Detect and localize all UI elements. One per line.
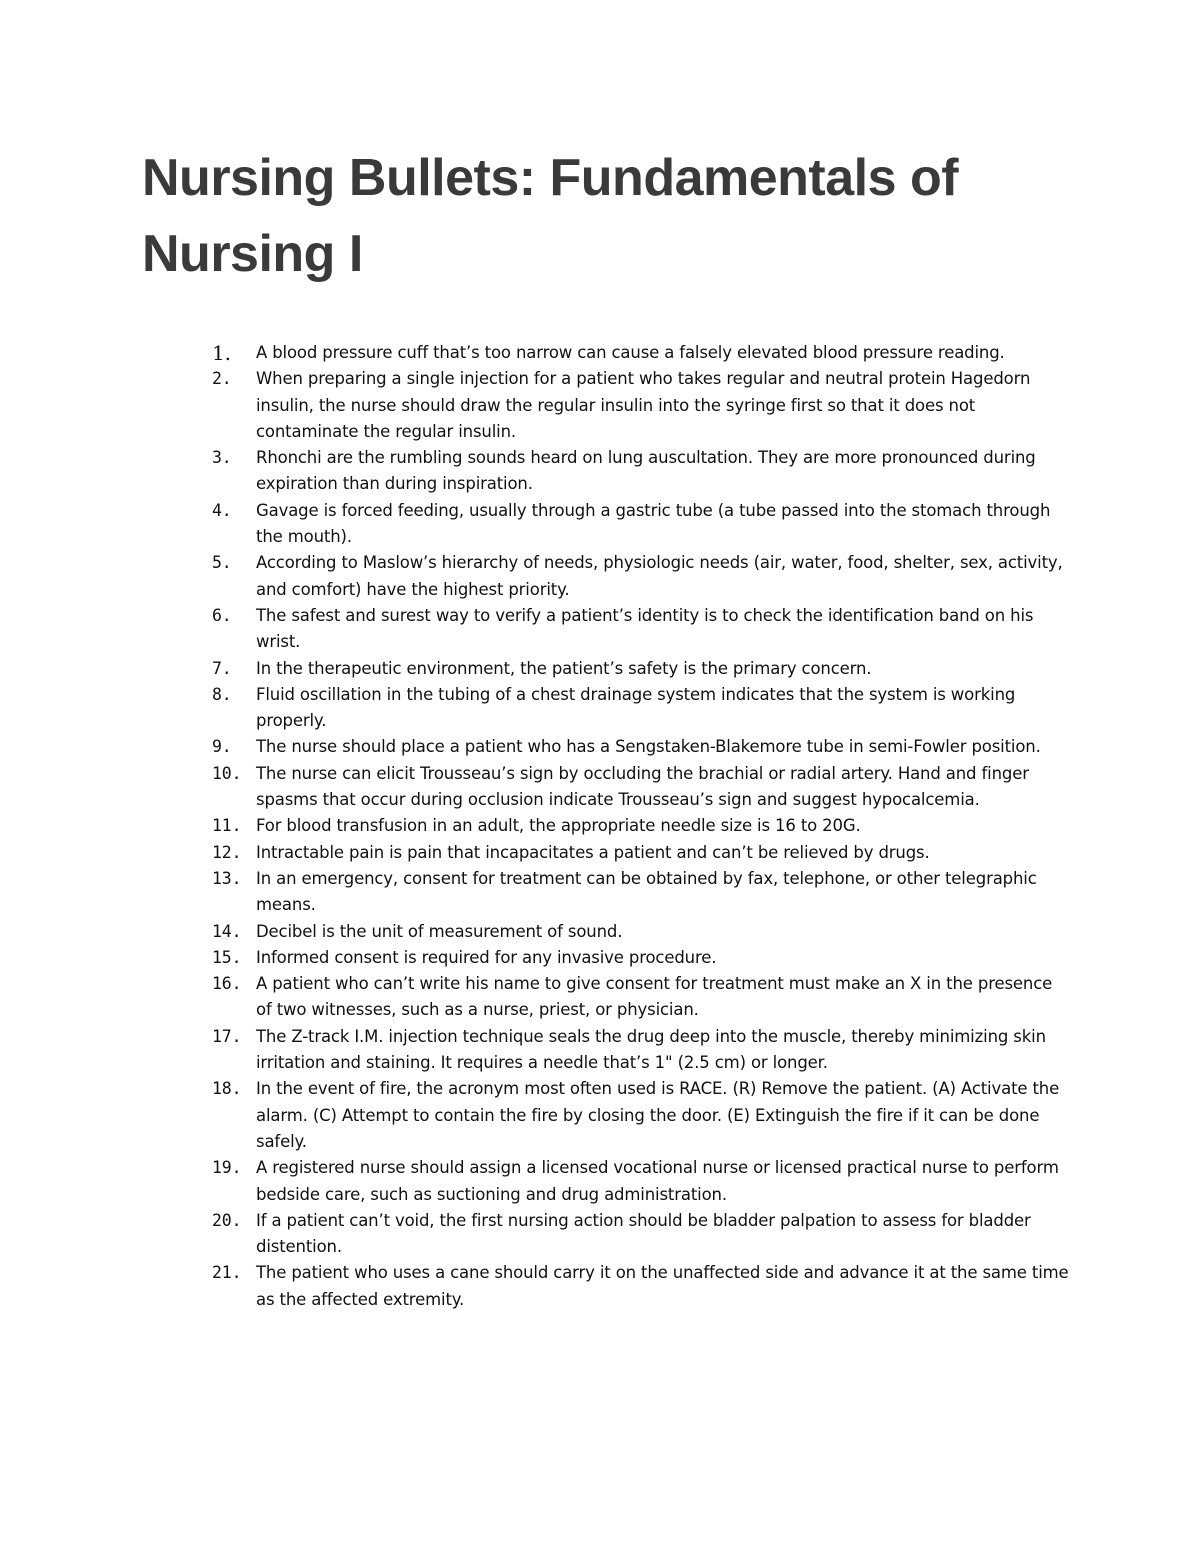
list-item-text: In the therapeutic environment, the patient’s safety is the primary concern. xyxy=(256,658,872,678)
list-item xyxy=(212,1260,1072,1313)
nursing-bullets-list xyxy=(212,340,1072,1313)
list-item-number: 3. xyxy=(212,448,232,468)
list-item-text: The nurse can elicit Trousseau’s sign by occluding the brachial or radial artery. Hand and finger spasms that occur during occlusion indicate Trousseau’s sign and suggest hypocalcemia. xyxy=(256,763,1029,810)
list-item-number: 6. xyxy=(212,605,232,625)
list-item-number: 7. xyxy=(212,658,232,678)
list-item-text: For blood transfusion in an adult, the appropriate needle size is 16 to 20G. xyxy=(256,816,861,836)
list-item xyxy=(212,813,1072,839)
list-item-number: 12. xyxy=(212,842,242,862)
list-item-text: If a patient can’t void, the first nursing action should be bladder palpation to assess for bladder distention. xyxy=(256,1210,1031,1257)
list-item xyxy=(212,1024,1072,1077)
list-item-number: 19. xyxy=(212,1158,242,1178)
list-item-number: 9. xyxy=(212,737,232,757)
list-item-number: 2. xyxy=(212,369,232,389)
list-item xyxy=(212,866,1072,919)
list-item-number: 1. xyxy=(212,341,231,365)
list-item-text: According to Maslow’s hierarchy of needs, physiologic needs (air, water, food, shelter, sex, activity, and comfort) have the highest priority. xyxy=(256,553,1063,599)
list-item-text: In the event of fire, the acronym most often used is RACE. (R) Remove the patient. (A) Activate the alarm. (C) Attempt to contain the fire by closing the door. (E) Extinguish the fire if it can be done safely. xyxy=(256,1079,1060,1151)
list-item-number: 21. xyxy=(212,1263,242,1283)
list-item-number: 15. xyxy=(212,947,242,967)
list-item xyxy=(212,366,1072,445)
list-item-number: 18. xyxy=(212,1079,242,1099)
list-item xyxy=(212,734,1072,760)
list-item-text: Intractable pain is pain that incapacitates a patient and can’t be relieved by drugs. xyxy=(256,842,930,862)
list-item-text: The patient who uses a cane should carry it on the unaffected side and advance it at the same time as the affected extremity. xyxy=(256,1263,1069,1309)
list-item-number: 20. xyxy=(212,1210,242,1230)
list-item xyxy=(212,603,1072,656)
list-item-text: Gavage is forced feeding, usually through a gastric tube (a tube passed into the stomach through the mouth). xyxy=(256,500,1051,547)
list-item-text: A blood pressure cuff that’s too narrow can cause a falsely elevated blood pressure reading. xyxy=(256,343,1005,362)
list-item xyxy=(212,1155,1072,1208)
list-item-number: 17. xyxy=(212,1026,242,1046)
list-item-number: 8. xyxy=(212,684,232,704)
list-item xyxy=(212,498,1072,551)
list-item-text: A patient who can’t write his name to give consent for treatment must make an X in the presence of two witnesses, such as a nurse, priest, or physician. xyxy=(256,974,1053,1020)
list-item xyxy=(212,1076,1072,1155)
list-item xyxy=(212,682,1072,735)
list-item-text: Fluid oscillation in the tubing of a chest drainage system indicates that the system is working properly. xyxy=(256,684,1016,731)
list-item xyxy=(212,919,1072,945)
list-item-number: 4. xyxy=(212,500,232,520)
list-item-number: 5. xyxy=(212,553,232,573)
list-item-text: The safest and surest way to verify a patient’s identity is to check the identification band on his wrist. xyxy=(256,605,1034,652)
list-item-number: 11. xyxy=(212,816,242,836)
list-item xyxy=(212,445,1072,498)
list-item xyxy=(212,840,1072,866)
list-item-number: 13. xyxy=(212,868,242,888)
list-item-text: Informed consent is required for any invasive procedure. xyxy=(256,947,717,967)
list-item xyxy=(212,340,1072,366)
list-item xyxy=(212,761,1072,814)
list-item xyxy=(212,656,1072,682)
list-item-text: In an emergency, consent for treatment can be obtained by fax, telephone, or other telegraphic means. xyxy=(256,868,1037,915)
document-title: Nursing Bullets: Fundamentals of Nursing I xyxy=(142,149,959,283)
list-item-text: Decibel is the unit of measurement of sound. xyxy=(256,921,623,941)
list-item-text: A registered nurse should assign a licensed vocational nurse or licensed practical nurse to perform bedside care, such as suctioning and drug administration. xyxy=(256,1158,1059,1204)
list-item-number: 10. xyxy=(212,763,242,783)
list-item-number: 16. xyxy=(212,974,242,994)
list-item xyxy=(212,971,1072,1024)
list-item xyxy=(212,945,1072,971)
list-item-text: Rhonchi are the rumbling sounds heard on lung auscultation. They are more pronounced during expiration than during inspiration. xyxy=(256,448,1036,494)
list-item xyxy=(212,550,1072,603)
list-item xyxy=(212,1208,1072,1261)
list-item-text: The Z-track I.M. injection technique seals the drug deep into the muscle, thereby minimizing skin irritation and staining. It requires a needle that’s 1" (2.5 cm) or longer. xyxy=(256,1026,1046,1073)
list-item-text: When preparing a single injection for a patient who takes regular and neutral protein Hagedorn insulin, the nurse should draw the regular insulin into the syringe first so that it does not contaminate the regular insulin. xyxy=(256,369,1031,441)
list-item-text: The nurse should place a patient who has a Sengstaken-Blakemore tube in semi-Fowler position. xyxy=(256,737,1041,757)
list-item-number: 14. xyxy=(212,921,242,941)
